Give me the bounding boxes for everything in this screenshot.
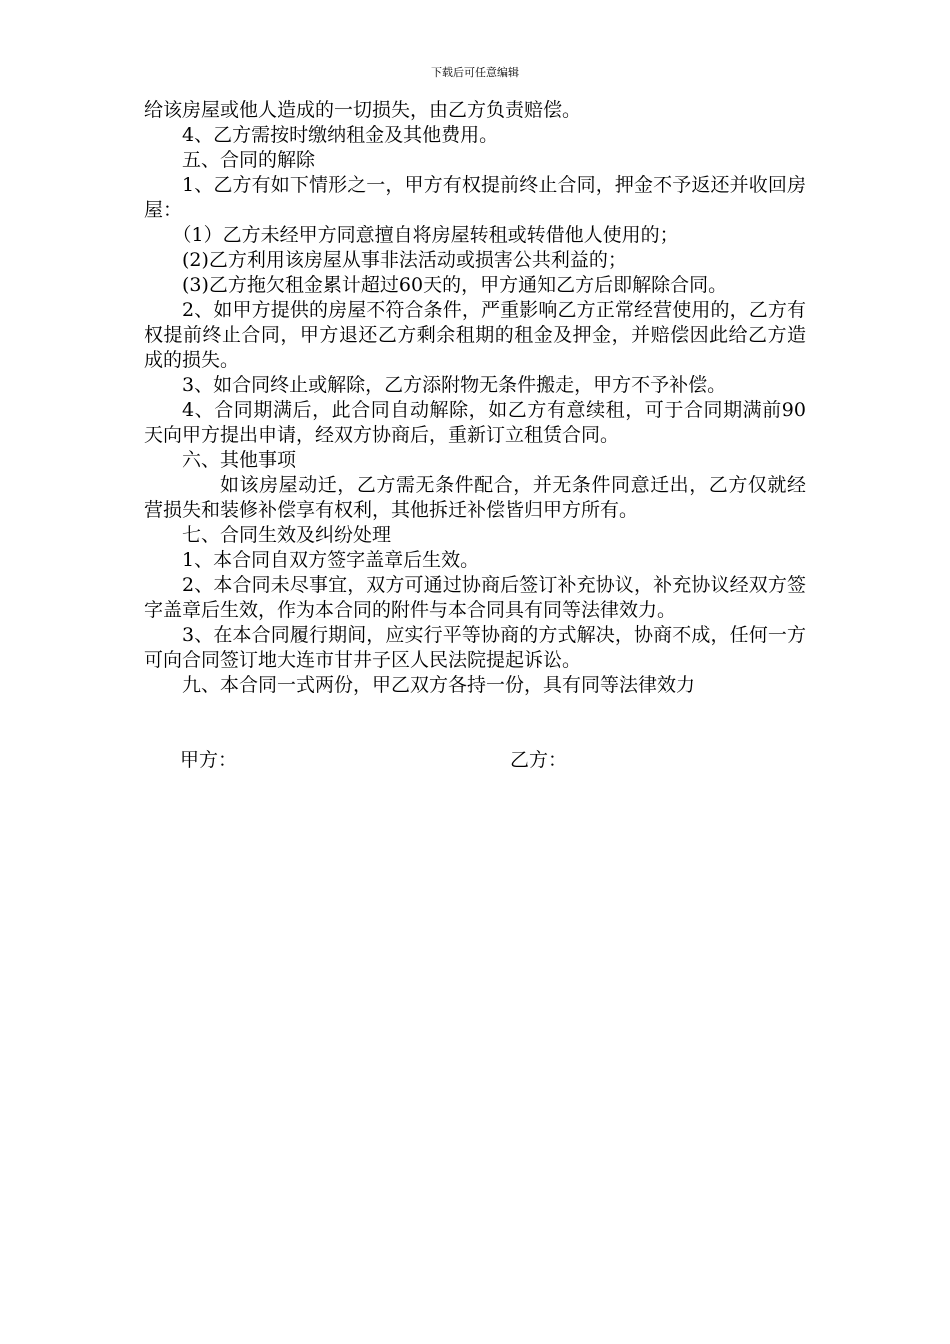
paragraph-termination-4: 4、合同期满后，此合同自动解除，如乙方有意续租，可于合同期满前90天向甲方提出申请，经双方协商后，重新订立租赁合同。 [144, 399, 806, 446]
paragraph-relocation: 如该房屋动迁，乙方需无条件配合，并无条件同意迁出，乙方仅就经营损失和装修补偿享有权利，其他拆迁补偿皆归甲方所有。 [144, 474, 806, 521]
paragraph-effect-1: 1、本合同自双方签字盖章后生效。 [182, 549, 480, 571]
paragraph-termination-1: 1、乙方有如下情形之一，甲方有权提前终止合同，押金不予返还并收回房屋： [144, 174, 806, 221]
paragraph-copies: 九、本合同一式两份，甲乙双方各持一份，具有同等法律效力 [182, 674, 696, 696]
paragraph-effect-3: 3、在本合同履行期间，应实行平等协商的方式解决，协商不成，任何一方可向合同签订地大连市甘井子区人民法院提起诉讼。 [144, 624, 806, 671]
paragraph-termination-1-item-2: (2)乙方利用该房屋从事非法活动或损害公共利益的； [182, 249, 627, 271]
paragraph-termination-2: 2、如甲方提供的房屋不符合条件，严重影响乙方正常经营使用的，乙方有权提前终止合同，甲方退还乙方剩余租期的租金及押金，并赔偿因此给乙方造成的损失。 [144, 299, 806, 371]
paragraph-termination-1-item-1: （1）乙方未经甲方同意擅自将房屋转租或转借他人使用的； [172, 224, 679, 246]
section-heading-termination: 五、合同的解除 [182, 149, 316, 171]
signature-party-b: 乙方： [510, 749, 568, 771]
signature-block [180, 748, 780, 774]
section-heading-effect-disputes: 七、合同生效及纠纷处理 [182, 524, 392, 546]
page-header-note: 下载后可任意编辑 [431, 66, 519, 79]
paragraph-termination-3: 3、如合同终止或解除，乙方添附物无条件搬走，甲方不予补偿。 [182, 374, 727, 396]
signature-party-a: 甲方： [180, 749, 238, 771]
contract-body [144, 98, 806, 698]
paragraph-pay-rent: 4、乙方需按时缴纳租金及其他费用。 [182, 124, 499, 146]
paragraph-termination-1-item-3: (3)乙方拖欠租金累计超过60天的，甲方通知乙方后即解除合同。 [182, 274, 728, 296]
paragraph-effect-2: 2、本合同未尽事宜，双方可通过协商后签订补充协议，补充协议经双方签字盖章后生效，作为本合同的附件与本合同具有同等法律效力。 [144, 574, 806, 621]
section-heading-other-matters: 六、其他事项 [182, 449, 297, 471]
paragraph-damage-liability: 给该房屋或他人造成的一切损失，由乙方负责赔偿。 [144, 99, 582, 121]
